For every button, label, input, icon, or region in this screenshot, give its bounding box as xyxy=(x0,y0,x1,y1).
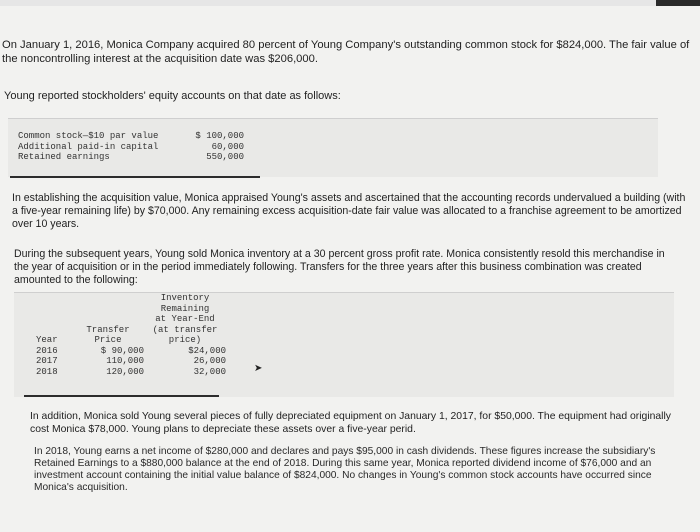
transfer-price-cell: 120,000 xyxy=(106,366,144,377)
inventory-header xyxy=(144,293,226,325)
equity-value: 550,000 xyxy=(206,152,244,162)
transfer-box xyxy=(14,292,674,397)
transfers-paragraph: During the subsequent years, Young sold Monica inventory at a 30 percent gross profit rate. Monica consistently resold this merchandise in the year of acquisition or in the period immediately following. Transfers for the three years after this business combination was created amounted to the following: xyxy=(14,248,665,286)
inventory-cell: 32,000 xyxy=(193,366,226,377)
inventory-header-line: Remaining xyxy=(160,303,210,314)
table-row xyxy=(36,356,226,367)
equity-label: Common stock—$10 par value xyxy=(18,131,159,141)
valuation-paragraph: In establishing the acquisition value, Monica appraised Young's assets and ascertained that the accounting records undervalued a building (with a five-year remaining life) by $70,000. Any remaining excess acquisition-date fair value was allocated to a franchise agreement to be amortized over 10 years. xyxy=(12,192,686,230)
equity-label: Additional paid-in capital xyxy=(18,141,159,152)
equipment-paragraph: In addition, Monica sold Young several pieces of fully depreciated equipment on January 1, 2017, for $50,000. The equipment had originally cost Monica $78,000. Young plans to depreciate these assets over a five-year perid. xyxy=(30,411,671,435)
table-header-row xyxy=(36,335,226,346)
year-header xyxy=(36,293,72,325)
intro-paragraph: On January 1, 2016, Monica Company acquired 80 percent of Young Company's outstanding common stock for $824,000. The fair value of the noncontrolling interest at the acquisition date was $206,000. xyxy=(2,39,690,65)
price-header: Transfer xyxy=(86,324,130,335)
price-header xyxy=(72,293,144,325)
table-header-row xyxy=(36,325,226,336)
table-row xyxy=(18,142,244,153)
table-row xyxy=(36,346,226,357)
table-row xyxy=(36,367,226,378)
table-divider xyxy=(24,395,219,397)
table-divider xyxy=(10,176,260,178)
year-header: Year xyxy=(36,335,58,345)
top-bar-corner xyxy=(656,0,700,6)
price-header: Price xyxy=(94,335,122,345)
transfer-price-cell: 110,000 xyxy=(106,356,144,366)
equity-intro-text: Young reported stockholders' equity accounts on that date as follows: xyxy=(4,90,341,102)
inventory-cell: $24,000 xyxy=(188,345,226,356)
transfer-price-cell: $ 90,000 xyxy=(100,345,144,356)
transfer-table xyxy=(36,293,226,377)
mouse-cursor-icon: ➤ xyxy=(254,363,263,374)
earnings-paragraph: In 2018, Young earns a net income of $280,000 and declares and pays $95,000 in cash dividends. These figures increase the subsidiary's Retained Earnings to a $880,000 balance at the end of 2018. During this same year, Monica reported dividend income of $76,000 and an investment account containing the initial value balance of $824,000. No changes in Young's common stock accounts have occurred since Monica's acquisition. xyxy=(34,446,656,493)
table-header-row xyxy=(36,293,226,325)
year-header xyxy=(36,325,72,336)
equity-label: Retained earnings xyxy=(18,152,110,162)
equity-box xyxy=(8,118,658,177)
equity-value: $ 100,000 xyxy=(195,131,244,141)
inventory-header-line: at Year-End xyxy=(155,314,215,324)
inventory-cell: 26,000 xyxy=(193,356,226,366)
year-cell: 2018 xyxy=(36,366,58,377)
equity-table xyxy=(18,131,244,163)
equity-value: 60,000 xyxy=(211,141,244,152)
inventory-header-line: Inventory xyxy=(160,293,210,303)
table-row xyxy=(18,131,244,142)
table-row xyxy=(18,152,244,163)
inventory-header-line: price) xyxy=(168,335,202,345)
year-cell: 2016 xyxy=(36,345,58,356)
year-cell: 2017 xyxy=(36,356,58,366)
inventory-header-line: (at transfer xyxy=(152,324,218,335)
top-bar xyxy=(0,0,700,6)
